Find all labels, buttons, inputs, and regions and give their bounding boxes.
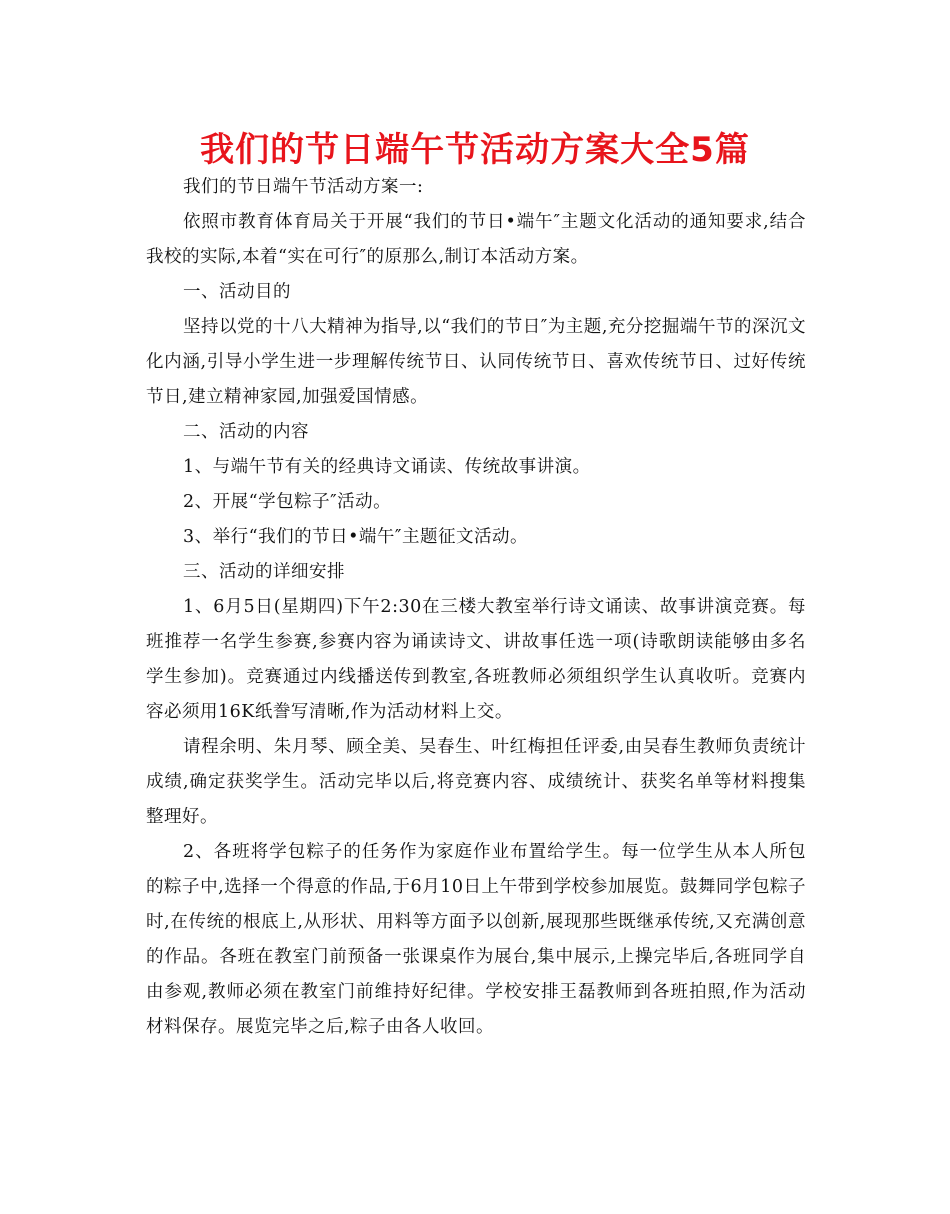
paragraph-intro: 依照市教育体育局关于开展“我们的节日•端午″主题文化活动的通知要求,结合我校的实际,本着“实在可行″的原那么,制订本活动方案。 xyxy=(146,212,806,267)
document-title: 我们的节日端午节活动方案大全5篇 xyxy=(200,130,750,170)
list-item-content-2: 2、开展“学包粽子″活动。 xyxy=(183,492,392,512)
list-item-content-3: 3、举行“我们的节日•端午″主题征文活动。 xyxy=(183,527,528,547)
list-item-content-1: 1、与端午节有关的经典诗文诵读、传统故事讲演。 xyxy=(183,457,591,477)
paragraph-plan-one-heading: 我们的节日端午节活动方案一: xyxy=(183,177,424,197)
section-heading-arrangement: 三、活动的详细安排 xyxy=(183,562,345,582)
paragraph-arrangement-2: 2、各班将学包粽子的任务作为家庭作业布置给学生。每一位学生从本人所包的粽子中,选择一个得意的作品,于6月10日上午带到学校参加展览。鼓舞同学包粽子时,在传统的根底上,从形状、用料等方面予以创新,展现那些既继承传统,又充满创意的作品。各班在教室门前预备一张课桌作为展台,集中展示,上操完毕后,各班同学自由参观,教师必须在教室门前维持好纪律。学校安排王磊教师到各班拍照,作为活动材料保存。展览完毕之后,粽子由各人收回。 xyxy=(146,842,806,1037)
section-heading-purpose: 一、活动目的 xyxy=(183,282,291,302)
paragraph-judges: 请程余明、朱月琴、顾全美、吴春生、叶红梅担任评委,由吴春生教师负责统计成绩,确定获奖学生。活动完毕以后,将竞赛内容、成绩统计、获奖名单等材料搜集整理好。 xyxy=(146,737,806,827)
document-body xyxy=(146,170,806,1045)
paragraph-purpose: 坚持以党的十八大精神为指导,以“我们的节日″为主题,充分挖掘端午节的深沉文化内涵,引导小学生进一步理解传统节日、认同传统节日、喜欢传统节日、过好传统节日,建立精神家园,加强爱国情感。 xyxy=(146,317,806,407)
section-heading-content: 二、活动的内容 xyxy=(183,422,309,442)
paragraph-arrangement-1: 1、6月5日(星期四)下午2:30在三楼大教室举行诗文诵读、故事讲演竞赛。每班推荐一名学生参赛,参赛内容为诵读诗文、讲故事任选一项(诗歌朗读能够由多名学生参加)。竞赛通过内线播送传到教室,各班教师必须组织学生认真收听。竞赛内容必须用16K纸誊写清晰,作为活动材料上交。 xyxy=(146,597,806,722)
